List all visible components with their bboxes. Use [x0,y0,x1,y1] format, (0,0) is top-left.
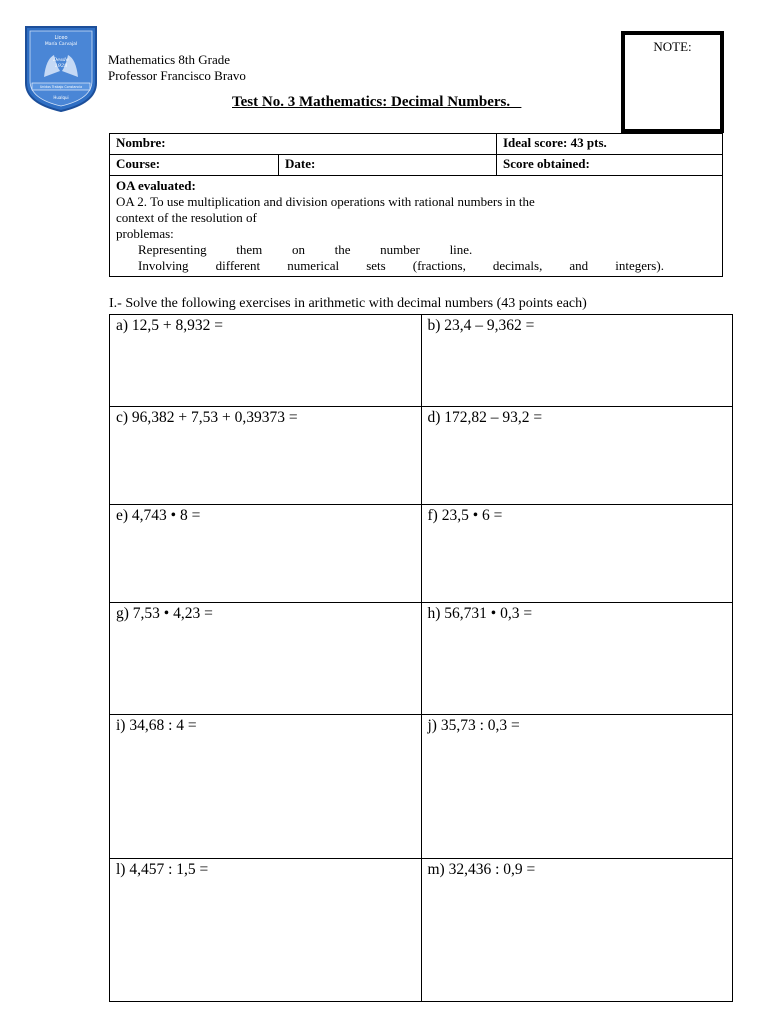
subject-line: Mathematics 8th Grade [108,52,231,67]
exercise-c[interactable]: c) 96,382 + 7,53 + 0,39373 = [110,407,422,505]
ideal-score: Ideal score: 43 pts. [497,134,723,155]
oa-bullet-1 [116,242,716,258]
exercise-g[interactable]: g) 7,53 • 4,23 = [110,603,422,715]
exercise-e[interactable]: e) 4,743 • 8 = [110,505,422,603]
exercise-m[interactable]: m) 32,436 : 0,9 = [421,859,733,1002]
test-title: Test No. 3 Mathematics: Decimal Numbers. [232,94,522,110]
word: on [291,242,305,257]
logo-name-text: María Carvajal [44,42,78,47]
date-field[interactable]: Date: [279,155,497,176]
name-field[interactable]: Nombre: [110,134,497,155]
word: them [236,242,263,257]
oa-heading: OA evaluated: [116,178,196,193]
exercise-grid [109,314,733,1002]
word: line. [449,242,473,257]
word: Representing [138,242,207,257]
logo-desde: Desde [53,57,69,63]
exercise-b[interactable]: b) 23,4 – 9,362 = [421,315,733,407]
school-logo [20,25,102,113]
exercise-j[interactable]: j) 35,73 : 0,3 = [421,715,733,859]
exercise-i[interactable]: i) 34,68 : 4 = [110,715,422,859]
logo-ribbon: Unidos Trabajo Constancia [39,85,83,89]
word: (fractions, [412,258,466,273]
header-info [108,52,246,84]
logo-year: 1928 [54,63,68,69]
oa-line-1: OA 2. To use multiplication and division operations with rational numbers in the [116,194,535,209]
oa-evaluated-cell [110,176,723,277]
word: numerical [287,258,340,273]
word: and [569,258,589,273]
student-info-table [109,133,723,277]
oa-bullet-2 [116,258,716,274]
word: number [380,242,420,257]
exercise-f[interactable]: f) 23,5 • 6 = [421,505,733,603]
word: decimals, [492,258,543,273]
instruction-text: I.- Solve the following exercises in arithmetic with decimal numbers (43 points each) [109,296,587,311]
word: the [334,242,351,257]
logo-top-text: Liceo [54,35,68,41]
exercise-d[interactable]: d) 172,82 – 93,2 = [421,407,733,505]
word: sets [366,258,386,273]
word: integers). [615,258,664,273]
score-obtained-field[interactable]: Score obtained: [497,155,723,176]
exercise-h[interactable]: h) 56,731 • 0,3 = [421,603,733,715]
word: different [215,258,261,273]
word: Involving [138,258,189,273]
oa-line-2: context of the resolution of [116,210,257,225]
course-field[interactable]: Course: [110,155,279,176]
exercise-a[interactable]: a) 12,5 + 8,932 = [110,315,422,407]
exercise-l[interactable]: l) 4,457 : 1,5 = [110,859,422,1002]
note-label: NOTE: [653,39,692,54]
note-box [621,31,724,133]
professor-line: Professor Francisco Bravo [108,68,246,83]
logo-bottom-text: Hualqui [53,95,69,100]
oa-line-3: problemas: [116,226,174,241]
